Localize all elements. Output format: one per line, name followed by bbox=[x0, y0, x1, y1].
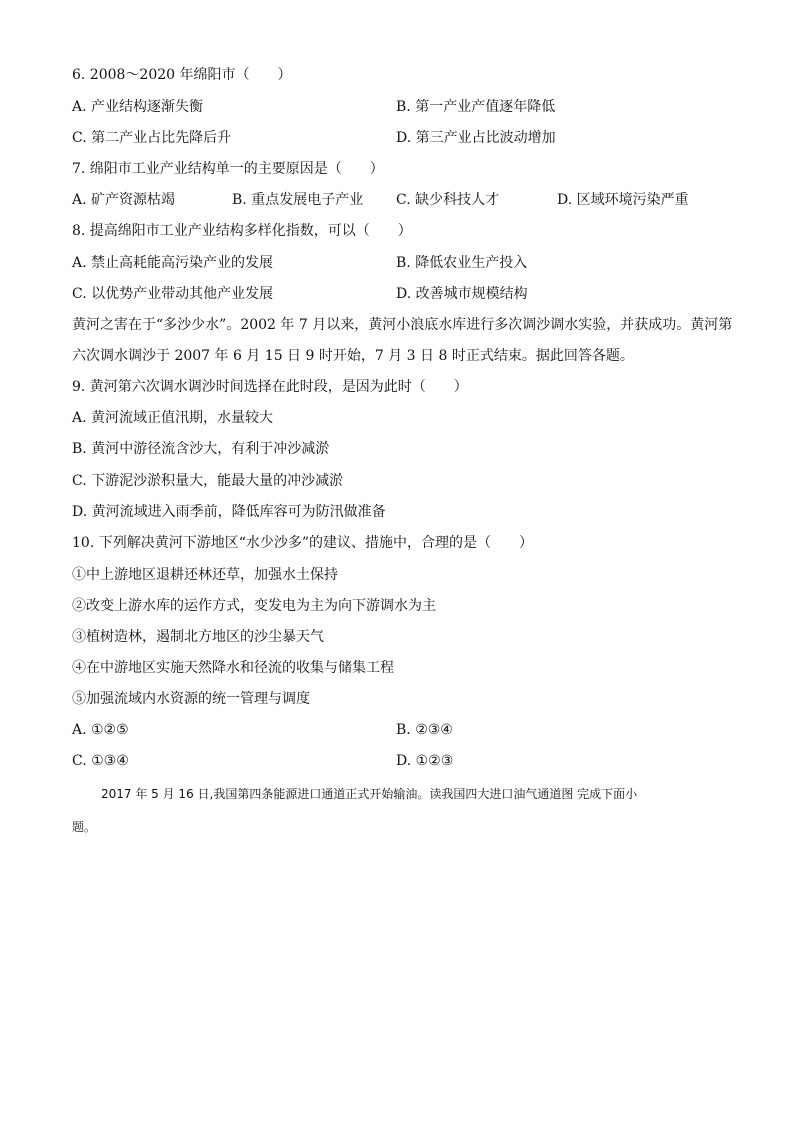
question-10-statement-5: ⑤加强流域内水资源的统一管理与调度 bbox=[72, 691, 310, 707]
question-6-option-c: C. 第二产业占比先降后升 bbox=[72, 130, 232, 146]
question-6-stem: 6. 2008～2020 年绵阳市（ ） bbox=[72, 67, 292, 83]
passage-line-2: 六次调水调沙于 2007 年 6 月 15 日 9 时开始，7 月 3 日 8 时正式结束。据此回答各题。 bbox=[72, 348, 634, 364]
question-7-option-a: A. 矿产资源枯竭 bbox=[72, 192, 176, 208]
question-7-stem: 7. 绵阳市工业产业结构单一的主要原因是（ ） bbox=[72, 161, 384, 177]
question-9-option-d: D. 黄河流域进入雨季前，降低库容可为防汛做准备 bbox=[72, 504, 386, 520]
question-10-option-a: A. ①②⑤ bbox=[72, 722, 129, 738]
question-8-option-a: A. 禁止高耗能高污染产业的发展 bbox=[72, 255, 274, 271]
question-9-stem: 9. 黄河第六次调水调沙时间选择在此时段，是因为此时（ ） bbox=[72, 379, 468, 395]
question-10-statement-2: ②改变上游水库的运作方式，变发电为主为向下游调水为主 bbox=[72, 598, 436, 614]
question-10-option-d: D. ①②③ bbox=[396, 753, 454, 769]
question-7-option-d: D. 区域环境污染严重 bbox=[557, 192, 689, 208]
question-10-statement-3: ③植树造林，遏制北方地区的沙尘暴天气 bbox=[72, 629, 324, 645]
question-8-stem: 8. 提高绵阳市工业产业结构多样化指数，可以（ ） bbox=[72, 223, 412, 239]
question-6-option-b: B. 第一产业产值逐年降低 bbox=[396, 99, 556, 115]
question-9-option-a: A. 黄河流域正值汛期，水量较大 bbox=[72, 410, 274, 426]
passage-line-1: 黄河之害在于“多沙少水”。2002 年 7 月以来，黄河小浪底水库进行多次调沙调水实验，并获成功。黄河第 bbox=[72, 317, 733, 333]
question-10-option-c: C. ①③④ bbox=[72, 753, 129, 769]
question-9-option-b: B. 黄河中游径流含沙大，有利于冲沙减淤 bbox=[72, 441, 330, 457]
question-8-option-b: B. 降低农业生产投入 bbox=[396, 255, 528, 271]
next-intro-line-2: 题。 bbox=[72, 820, 97, 834]
next-intro-line-1: 2017 年 5 月 16 日,我国第四条能源进口通道正式开始输油。读我国四大进口油气通道图 完成下面小 bbox=[101, 787, 638, 801]
question-10-statement-4: ④在中游地区实施天然降水和径流的收集与储集工程 bbox=[72, 660, 394, 676]
question-7-option-b: B. 重点发展电子产业 bbox=[232, 192, 364, 208]
question-6-option-a: A. 产业结构逐渐失衡 bbox=[72, 99, 204, 115]
question-6-option-d: D. 第三产业占比波动增加 bbox=[396, 130, 556, 146]
question-8-option-c: C. 以优势产业带动其他产业发展 bbox=[72, 286, 274, 302]
question-8-option-d: D. 改善城市规模结构 bbox=[396, 286, 528, 302]
question-10-statement-1: ①中上游地区退耕还林还草，加强水土保持 bbox=[72, 567, 338, 583]
question-9-option-c: C. 下游泥沙淤积量大，能最大量的冲沙减淤 bbox=[72, 473, 344, 489]
question-10-option-b: B. ②③④ bbox=[396, 722, 453, 738]
question-7-option-c: C. 缺少科技人才 bbox=[396, 192, 500, 208]
question-10-stem: 10. 下列解决黄河下游地区“水少沙多”的建议、措施中，合理的是（ ） bbox=[72, 535, 534, 551]
